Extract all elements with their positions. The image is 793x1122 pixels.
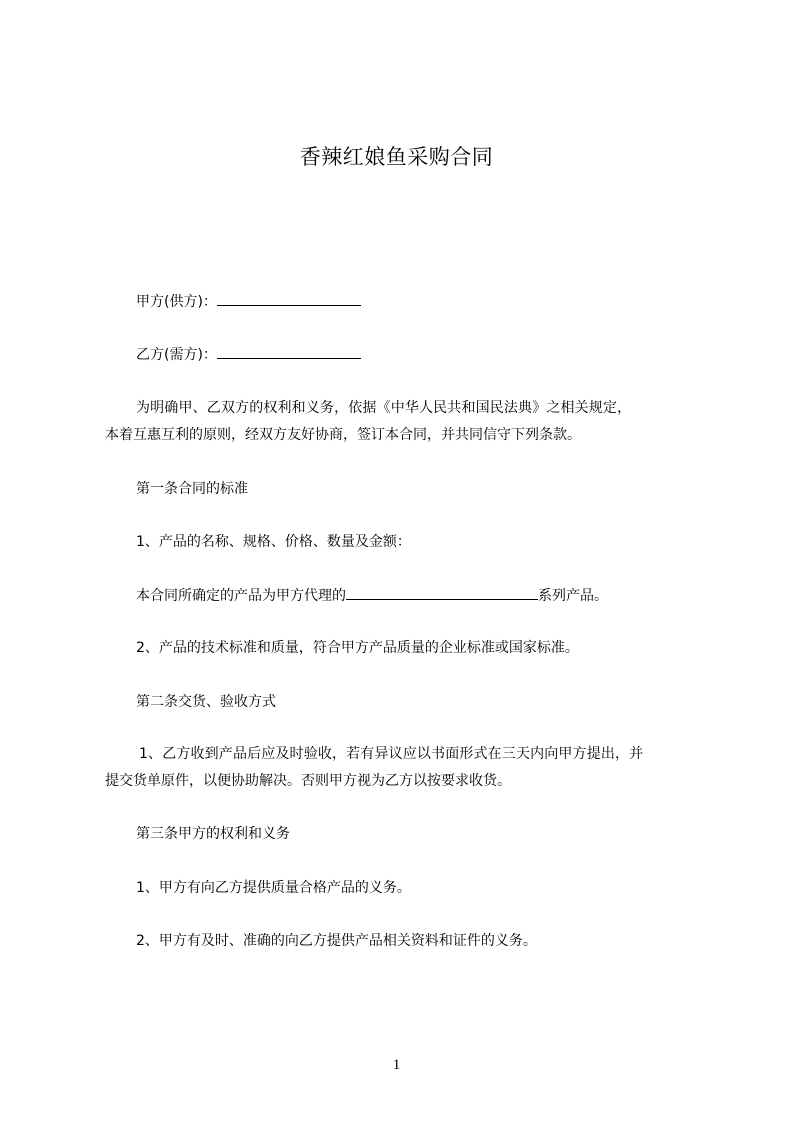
article-2-item-1-line-1: 1、乙方收到产品后应及时验收，若有异议应以书面形式在三天内向甲方提出，并 [139,746,644,762]
document-title: 香辣红娘鱼采购合同 [299,145,494,169]
article-3-item-1: 1、甲方有向乙方提供质量合格产品的义务。 [136,880,411,896]
article-1-item-2: 2、产品的技术标准和质量，符合甲方产品质量的企业标准或国家标准。 [136,640,579,656]
preamble-line-1: 为明确甲、乙双方的权利和义务，依据《中华人民共和国民法典》之相关规定， [136,400,632,416]
article-3-heading: 第三条甲方的权利和义务 [136,826,290,842]
party-b-label: 乙方(需方)： [136,347,217,363]
product-line-before: 本合同所确定的产品为甲方代理的 [136,588,346,604]
party-a-blank[interactable] [217,291,361,306]
product-blank[interactable] [346,585,538,600]
article-1-item-1: 1、产品的名称、规格、价格、数量及金额： [136,534,411,550]
party-a-line [136,291,361,312]
article-3-item-2: 2、甲方有及时、准确的向乙方提供产品相关资料和证件的义务。 [136,933,537,949]
product-line [136,585,608,606]
article-2-item-1-line-2: 提交货单原件，以便协助解决。否则甲方视为乙方以按要求收货。 [105,773,511,789]
article-2-heading: 第二条交货、验收方式 [136,694,276,710]
page-number: 1 [392,1057,401,1073]
preamble-line-2: 本着互惠互利的原则，经双方友好协商，签订本合同，并共同信守下列条款。 [105,427,581,443]
party-b-blank[interactable] [217,344,361,359]
product-line-after: 系列产品。 [538,588,608,604]
party-b-line [136,344,361,365]
article-1-heading: 第一条合同的标准 [136,481,248,497]
party-a-label: 甲方(供方)： [136,294,217,310]
